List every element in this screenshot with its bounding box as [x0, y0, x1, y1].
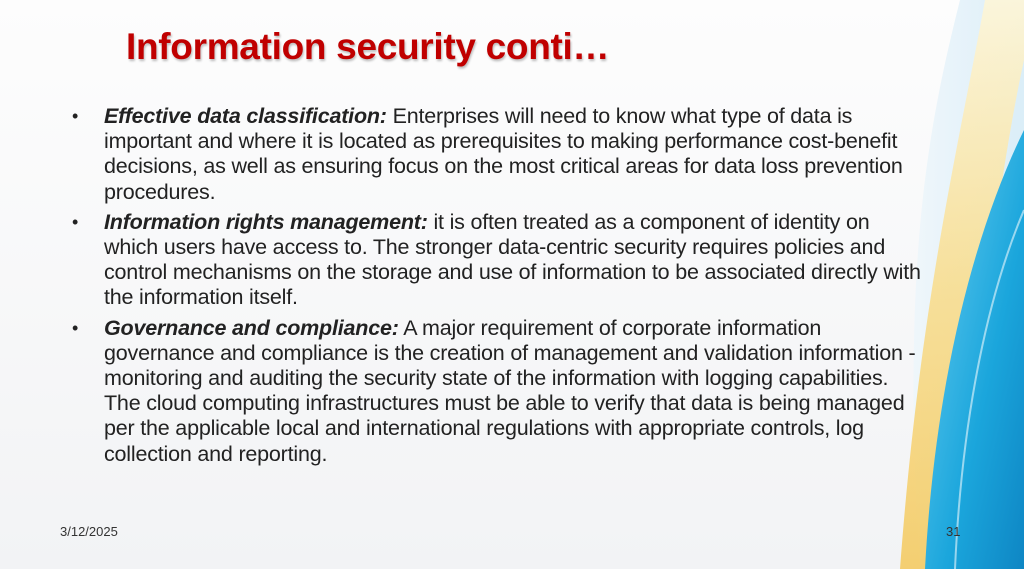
- slide-title: Information security conti…: [126, 26, 610, 67]
- bullet-term: Effective data classification:: [104, 104, 387, 128]
- bullet-body: it is often treated as a component of identity on which users have access to. The stronger data-centric security requires policies and control mechanisms on the storage and use of information to be associated directly with the information itself.: [104, 209, 921, 310]
- bullet-term: Information rights management:: [104, 209, 428, 234]
- bullet-item: [68, 210, 928, 311]
- page-number: 31: [946, 524, 961, 539]
- bullet-text: [104, 104, 928, 205]
- bullet-marker: •: [72, 106, 79, 126]
- bullet-marker: •: [72, 211, 79, 232]
- bullet-item: [68, 104, 928, 205]
- bullet-marker: •: [72, 317, 79, 338]
- bullet-list: [68, 104, 928, 467]
- bullet-text: [104, 210, 928, 311]
- bullet-term: Governance and compliance:: [104, 315, 399, 340]
- bullet-body: Enterprises will need to know what type of data is important and where it is located as prerequisites to making performance cost-benefit decisions, as well as ensuring focus on the most critical areas for data loss prevention procedures.: [104, 104, 903, 204]
- footer-date: 3/12/2025: [60, 524, 118, 539]
- bullet-body: A major requirement of corporate information governance and compliance is the creation of management and validation information - monitoring and auditing the security state of the information with logging capabilities. The cloud computing infrastructures must be able to verify that data is being managed per the applicable local and international regulations with appropriate controls, log collection and reporting.: [104, 315, 916, 466]
- bullet-item: [68, 316, 928, 467]
- bullet-text: [104, 316, 928, 467]
